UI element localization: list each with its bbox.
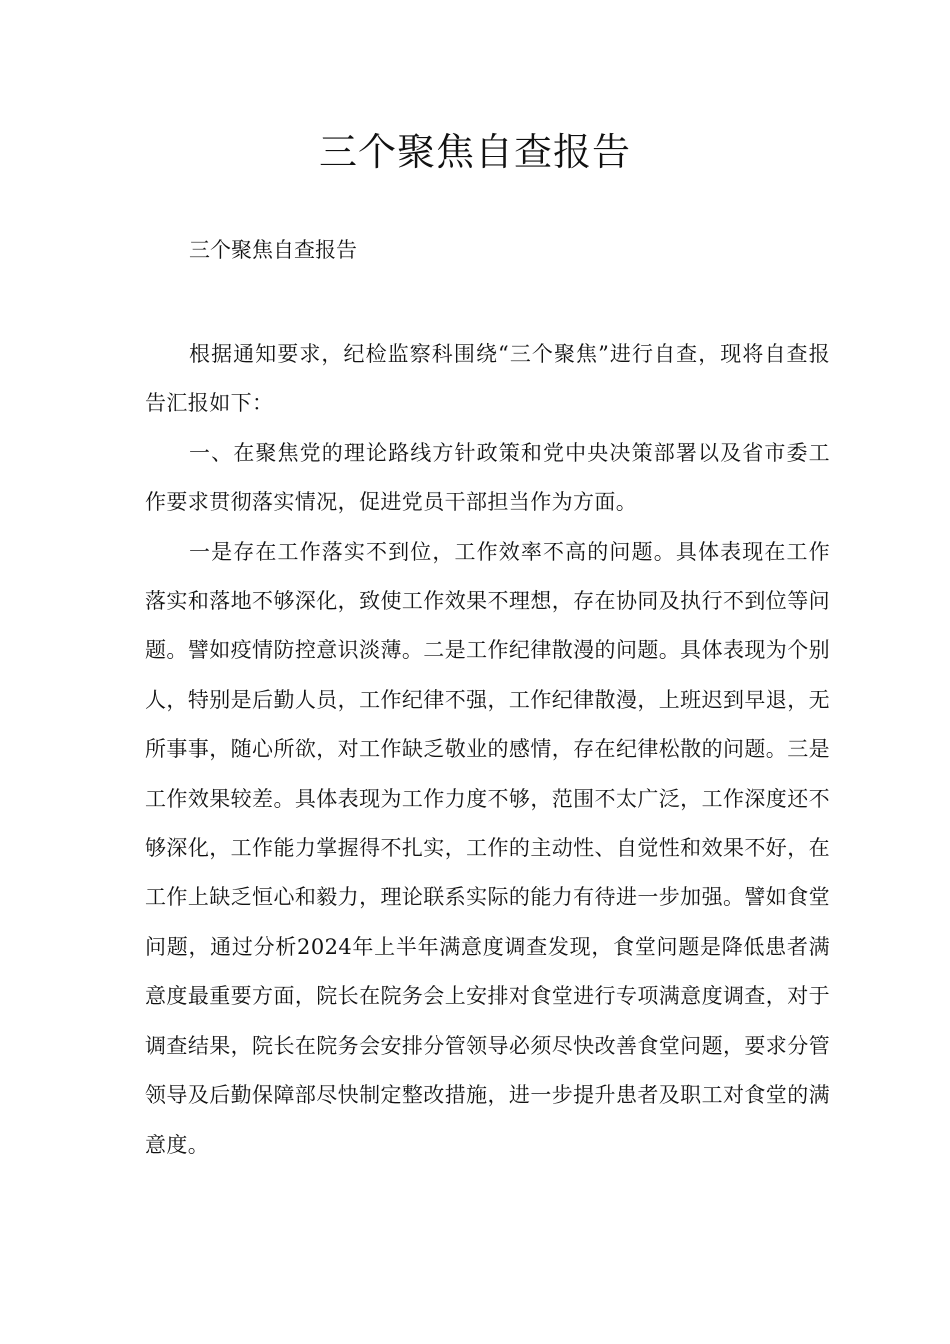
- document-subtitle: 三个聚焦自查报告: [189, 238, 357, 262]
- paragraph-issues: 一是存在工作落实不到位，工作效率不高的问题。具体表现在工作落实和落地不够深化，致使工作效果不理想，存在协同及执行不到位等问题。譬如疫情防控意识淡薄。二是工作纪律散漫的问题。具体表现为个别人，特别是后勤人员，工作纪律不强，工作纪律散漫，上班迟到早退，无所事事，随心所欲，对工作缺乏敬业的感情，存在纪律松散的问题。三是工作效果较差。具体表现为工作力度不够，范围不太广泛，工作深度还不够深化，工作能力掌握得不扎实，工作的主动性、自觉性和效果不好，在工作上缺乏恒心和毅力，理论联系实际的能力有待进一步加强。譬如食堂问题，通过分析2024年上半年满意度调查发现，食堂问题是降低患者满意度最重要方面，院长在院务会上安排对食堂进行专项满意度调查，对于调查结果，院长在院务会安排分管领导必须尽快改善食堂问题，要求分管领导及后勤保障部尽快制定整改措施，进一步提升患者及职工对食堂的满意度。: [145, 539, 830, 1157]
- document-body: [145, 330, 830, 1170]
- paragraph-intro: 根据通知要求，纪检监察科围绕“三个聚焦”进行自查，现将自查报告汇报如下：: [145, 342, 830, 416]
- document-title: 三个聚焦自查报告: [318, 130, 631, 174]
- paragraph-section-heading: 一、在聚焦党的理论路线方针政策和党中央决策部署以及省市委工作要求贯彻落实情况，促进党员干部担当作为方面。: [145, 440, 830, 515]
